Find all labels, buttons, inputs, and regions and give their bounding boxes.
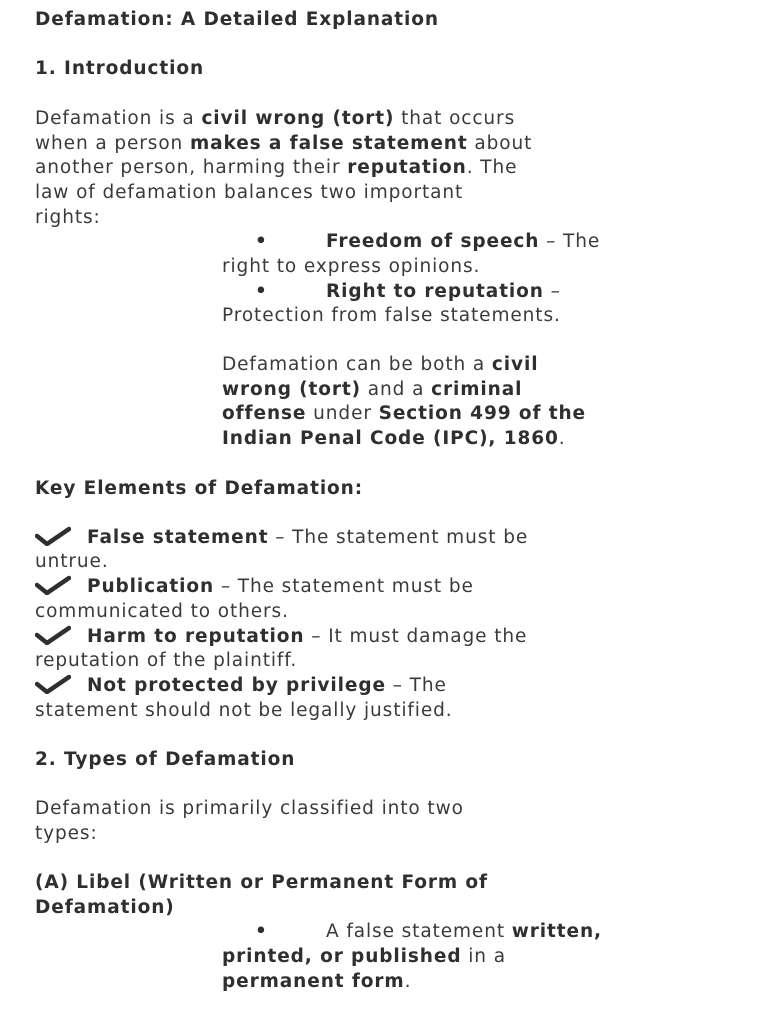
intro-paragraph-line: rights: <box>35 207 101 228</box>
civil-criminal-paragraph-line: Defamation can be both a civil <box>222 354 539 375</box>
bullet-icon: • <box>255 281 268 302</box>
rights-list-item: Freedom of speech – The <box>326 231 601 252</box>
types-paragraph-line: Defamation is primarily classified into two <box>35 798 464 819</box>
intro-paragraph-line: law of defamation balances two important <box>35 182 464 203</box>
key-element-item: Not protected by privilege – The <box>35 673 447 698</box>
key-element-continuation: communicated to others. <box>35 601 289 622</box>
bullet-icon: • <box>255 921 268 942</box>
key-element-continuation: statement should not be legally justified. <box>35 700 453 721</box>
key-element-continuation: untrue. <box>35 551 109 572</box>
rights-list-item: Right to reputation – <box>326 281 561 302</box>
intro-paragraph-line: when a person makes a false statement about <box>35 133 533 154</box>
libel-list-item-continuation: printed, or published in a <box>222 946 506 967</box>
rights-list-item-continuation: Protection from false statements. <box>222 305 561 326</box>
types-paragraph-line: types: <box>35 823 98 844</box>
civil-criminal-paragraph-line: wrong (tort) and a criminal <box>222 379 523 400</box>
bullet-icon: • <box>255 231 268 252</box>
civil-criminal-paragraph-line: Indian Penal Code (IPC), 1860. <box>222 428 566 449</box>
section-heading-introduction: 1. Introduction <box>35 58 205 79</box>
libel-list-item: A false statement written, <box>326 921 602 942</box>
key-element-item: Harm to reputation – It must damage the <box>35 624 527 649</box>
check-icon <box>35 526 71 546</box>
key-elements-heading: Key Elements of Defamation: <box>35 478 364 499</box>
intro-paragraph-line: Defamation is a civil wrong (tort) that occurs <box>35 108 516 129</box>
rights-list-item-continuation: right to express opinions. <box>222 256 481 277</box>
intro-paragraph-line: another person, harming their reputation. The <box>35 157 518 178</box>
key-element-item: Publication – The statement must be <box>35 574 474 599</box>
check-icon <box>35 625 71 645</box>
libel-heading: Defamation) <box>35 897 175 918</box>
libel-list-item-continuation: permanent form. <box>222 971 412 992</box>
key-element-item: False statement – The statement must be <box>35 525 528 550</box>
check-icon <box>35 674 71 694</box>
check-icon <box>35 575 71 595</box>
key-element-continuation: reputation of the plaintiff. <box>35 650 298 671</box>
libel-heading: (A) Libel (Written or Permanent Form of <box>35 872 488 893</box>
section-heading-types: 2. Types of Defamation <box>35 749 296 770</box>
civil-criminal-paragraph-line: offense under Section 499 of the <box>222 403 587 424</box>
document-title: Defamation: A Detailed Explanation <box>35 9 439 30</box>
